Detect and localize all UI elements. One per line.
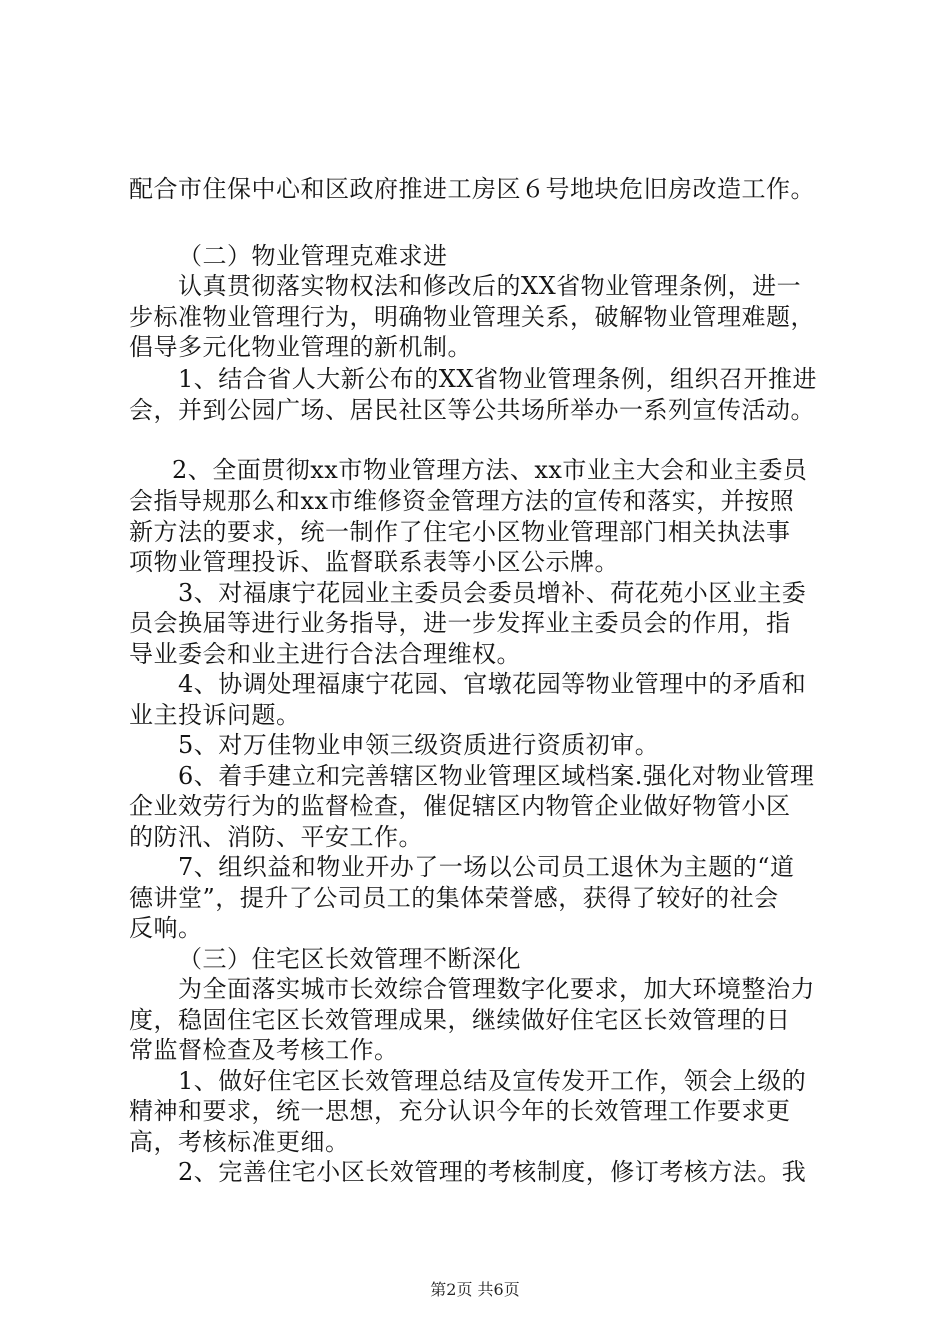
body-line: 的防汛、消防、平安工作。 (129, 823, 423, 851)
body-line: 3、对福康宁花园业主委员会委员增补、荷花苑小区业主委 (178, 579, 807, 607)
body-line: 度，稳固住宅区长效管理成果，继续做好住宅区长效管理的日 (129, 1006, 791, 1034)
body-line: 常监督检查及考核工作。 (129, 1036, 399, 1064)
body-line: 会指导规那么和xx市维修资金管理方法的宣传和落实，并按照 (129, 487, 795, 515)
body-line: 1、做好住宅区长效管理总结及宣传发开工作，领会上级的 (178, 1067, 807, 1095)
body-line: 1、结合省人大新公布的XX省物业管理条例，组织召开推进 (178, 365, 817, 393)
section-heading: （三）住宅区长效管理不断深化 (178, 945, 521, 973)
body-line: 配合市住保中心和区政府推进工房区６号地块危旧房改造工作。 (129, 175, 815, 203)
body-line: 2、完善住宅小区长效管理的考核制度，修订考核方法。我 (178, 1158, 807, 1186)
body-line: 6、着手建立和完善辖区物业管理区域档案.强化对物业管理 (178, 762, 815, 790)
body-line: 导业委会和业主进行合法合理维权。 (129, 640, 521, 668)
body-line: 认真贯彻落实物权法和修改后的XX省物业管理条例，进一 (178, 272, 802, 300)
body-line: 德讲堂”，提升了公司员工的集体荣誉感，获得了较好的社会 (129, 884, 779, 912)
body-line: 步标准物业管理行为，明确物业管理关系，破解物业管理难题， (129, 303, 815, 331)
body-line: 企业效劳行为的监督检查，催促辖区内物管企业做好物管小区 (129, 792, 791, 820)
body-line: 高，考核标准更细。 (129, 1128, 350, 1156)
body-line: 项物业管理投诉、监督联系表等小区公示牌。 (129, 548, 619, 576)
section-heading: （二）物业管理克难求进 (178, 242, 448, 270)
body-line: 7、组织益和物业开办了一场以公司员工退休为主题的“道 (178, 853, 795, 881)
body-line: 新方法的要求，统一制作了住宅小区物业管理部门相关执法事 (129, 518, 791, 546)
body-line: 会，并到公园广场、居民社区等公共场所举办一系列宣传活动。 (129, 396, 815, 424)
body-line: 5、对万佳物业申领三级资质进行资质初审。 (178, 731, 660, 759)
page-number-footer: 第2页 共6页 (430, 1280, 520, 1299)
body-line: 倡导多元化物业管理的新机制。 (129, 333, 472, 361)
body-line: 精神和要求，统一思想，充分认识今年的长效管理工作要求更 (129, 1097, 791, 1125)
body-line: 为全面落实城市长效综合管理数字化要求，加大环境整治力 (178, 975, 815, 1003)
body-line: 员会换届等进行业务指导，进一步发挥业主委员会的作用，指 (129, 609, 791, 637)
body-line: 2、全面贯彻xx市物业管理方法、xx市业主大会和业主委员 (172, 456, 808, 484)
body-line: 业主投诉问题。 (129, 701, 301, 729)
body-line: 反响。 (129, 914, 203, 942)
body-line: 4、协调处理福康宁花园、官墩花园等物业管理中的矛盾和 (178, 670, 807, 698)
